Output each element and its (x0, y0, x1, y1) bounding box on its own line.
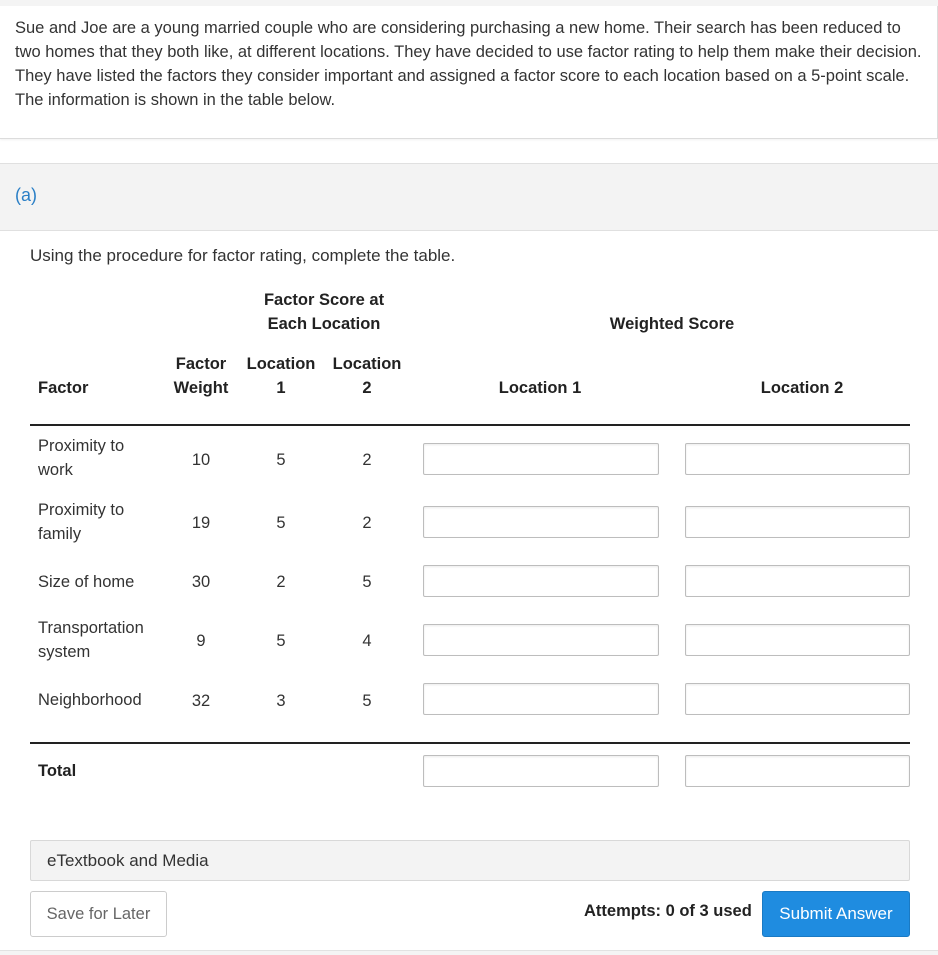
weighted-location-2-input[interactable] (685, 683, 910, 715)
factor-weight: 10 (191, 451, 211, 469)
weighted-location-1-input[interactable] (423, 506, 659, 538)
weighted-location-1-input[interactable] (423, 443, 659, 475)
factor-label-line2: work (38, 461, 73, 479)
factor-label-line2: system (38, 643, 91, 661)
weighted-location-2-input[interactable] (685, 565, 910, 597)
instruction-text: Using the procedure for factor rating, complete the table. (30, 246, 456, 265)
group-header-factor-score-line2: Each Location (267, 315, 381, 333)
col-header-weighted-location-1: Location 1 (498, 379, 582, 397)
weighted-location-2-input[interactable] (685, 443, 910, 475)
group-header-weighted-score: Weighted Score (609, 315, 735, 333)
factor-label-line1: Neighborhood (38, 691, 142, 709)
group-header-factor-score (254, 288, 394, 336)
part-label: (a) (15, 185, 37, 205)
factor-weight: 9 (196, 632, 206, 650)
factor-label (38, 688, 142, 712)
factor-weight: 19 (191, 514, 211, 532)
col-header-location-1-line2: 1 (276, 379, 286, 397)
col-header-factor-weight-line2: Weight (173, 379, 229, 397)
location-2-score: 5 (362, 692, 372, 710)
col-header-location-2-line1: Location (332, 355, 402, 373)
total-location-1-input[interactable] (423, 755, 659, 787)
part-header (0, 163, 938, 231)
table-header-rule (30, 424, 910, 426)
factor-label-line1: Proximity to (38, 437, 125, 455)
location-1-score: 5 (276, 451, 286, 469)
col-header-factor-weight (166, 352, 236, 400)
location-1-score: 3 (276, 692, 286, 710)
weighted-location-1-input[interactable] (423, 565, 659, 597)
bottom-divider (0, 950, 938, 955)
location-2-score: 2 (362, 514, 372, 532)
weighted-location-2-input[interactable] (685, 624, 910, 656)
group-header-factor-score-line1: Factor Score at (263, 291, 385, 309)
weighted-location-1-input[interactable] (423, 683, 659, 715)
col-header-location-1-line1: Location (246, 355, 316, 373)
etextbook-media-label: eTextbook and Media (47, 851, 209, 870)
location-1-score: 5 (276, 632, 286, 650)
total-label: Total (38, 762, 77, 780)
factor-weight: 32 (191, 692, 211, 710)
table-total-rule (30, 742, 910, 744)
factor-weight: 30 (191, 573, 211, 591)
col-header-location-1 (241, 352, 321, 400)
factor-label-line1: Transportation (38, 619, 144, 637)
save-for-later-button[interactable]: Save for Later (30, 891, 167, 937)
col-header-factor-weight-line1: Factor (175, 355, 227, 373)
col-header-weighted-location-2: Location 2 (760, 379, 844, 397)
factor-label-line2: family (38, 525, 82, 543)
location-1-score: 5 (276, 514, 286, 532)
etextbook-media-toggle[interactable] (30, 840, 910, 881)
factor-label (38, 570, 134, 594)
problem-statement-card (0, 6, 938, 139)
factor-label-line1: Size of home (38, 573, 135, 591)
factor-label (38, 616, 144, 664)
factor-label-line1: Proximity to (38, 501, 125, 519)
factor-label (38, 434, 124, 482)
factor-label (38, 498, 124, 546)
location-2-score: 5 (362, 573, 372, 591)
location-2-score: 2 (362, 451, 372, 469)
problem-statement: Sue and Joe are a young married couple who are considering purchasing a new home. Their search has been reduced to two homes that they both like, at different locations. They have decided to use factor rating to help them make their decision. They have listed the factors they consider important and assigned a factor score to each location based on a 5-point scale. The information is shown in the table below. (15, 19, 922, 109)
location-1-score: 2 (276, 573, 286, 591)
attempts-counter: Attempts: 0 of 3 used (584, 902, 752, 920)
location-2-score: 4 (362, 632, 372, 650)
col-header-location-2-line2: 2 (362, 379, 372, 397)
submit-answer-button[interactable]: Submit Answer (762, 891, 910, 937)
weighted-location-2-input[interactable] (685, 506, 910, 538)
col-header-factor: Factor (38, 379, 89, 397)
col-header-location-2 (327, 352, 407, 400)
total-location-2-input[interactable] (685, 755, 910, 787)
weighted-location-1-input[interactable] (423, 624, 659, 656)
